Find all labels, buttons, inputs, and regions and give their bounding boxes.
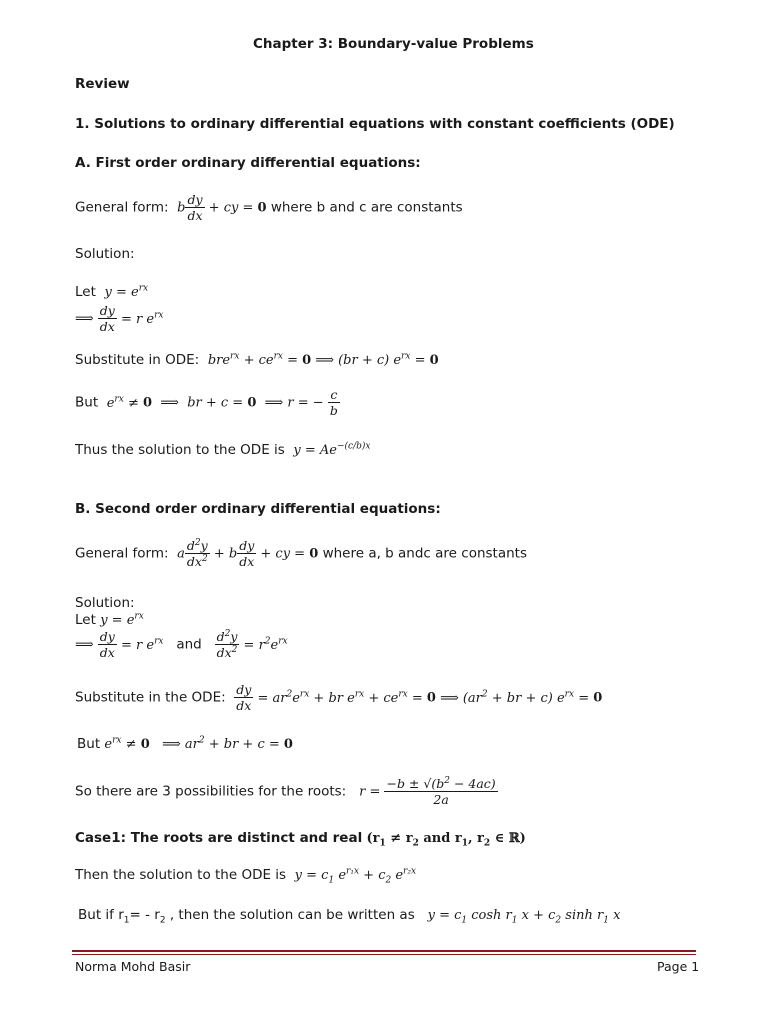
part-b-heading: B. Second order ordinary differential equations: [75, 501, 441, 517]
a-let-line: Let $y = e^{rx}$ [75, 283, 149, 300]
b-possibilities-label: So there are 3 possibilities for the roots: [75, 783, 347, 800]
b-roots-line: So there are 3 possibilities for the roots: r = $\frac{-b \pm √(b^2 - 4ac)}{2a}$ [75, 775, 496, 807]
a-general-suffix: where b and c are constants [270, 199, 463, 216]
b-derivative-line: ⟹ $\frac{dy}{dx}$ = r $e^{rx}$ and $\frac{d^2y}{dx^2}$ = $r^2e^{rx}$ [75, 628, 288, 660]
a-solution-label: Solution: [75, 246, 135, 262]
b-general-label: General form: [75, 545, 169, 562]
a-substitute-line: Substitute in ODE: $bre^{rx} + ce^{rx} = 0$ ⟹ (br + c) $e^{rx} = 0$ [75, 351, 439, 368]
a-substitute-label: Substitute in ODE: [75, 352, 200, 368]
case1-heading-text: Case1: The roots are distinct and real [75, 830, 363, 846]
section-heading: 1. Solutions to ordinary differential equations with constant coefficients (ODE) [75, 116, 675, 132]
b-substitute-line: Substitute in the ODE: $\frac{dy}{dx}$ = $ar^2e^{rx}$ + br $e^{rx} + ce^{rx} = 0$ ⟹ ($ar^2$ + br + c) $e^{rx} = 0$ [75, 682, 603, 713]
b-but-line: But $e^{rx} \ne 0$ ⟹ $ar^2$ + br + c = 0 [77, 735, 293, 752]
a-derivative-line: ⟹ $\frac{dy}{dx}$ = r $e^{rx}$ [75, 303, 164, 334]
footer-author: Norma Mohd Basir [75, 959, 191, 974]
a-thus-label: Thus the solution to the ODE is [75, 442, 285, 458]
a-let-label: Let [75, 284, 96, 300]
part-a-heading: A. First order ordinary differential equations: [75, 155, 421, 171]
a-general-label: General form: [75, 199, 169, 216]
review-heading: Review [75, 76, 130, 92]
b-let-line: Let $y = e^{rx}$ [75, 611, 144, 628]
a-but-line: But $e^{rx} \ne 0$ ⟹ br + c = 0 ⟹ r = − $\frac{c}{b}$ [75, 387, 338, 418]
case1-but-if-label: But if r [78, 907, 124, 923]
b-solution-label: Solution: [75, 595, 135, 611]
b-substitute-label: Substitute in the ODE: [75, 689, 226, 706]
case1-then-label: Then the solution to the ODE is [75, 867, 287, 883]
case1-solution-line: Then the solution to the ODE is $y = c_1$ $e^{r_1x} + c_2$ $e^{r_2x}$ [75, 866, 417, 886]
b-general-suffix: where a, b andc are constants [322, 545, 527, 562]
b-but-label: But [77, 736, 101, 752]
footer-rule-thin [72, 954, 696, 955]
case1-heading: Case1: The roots are distinct and real ($r_1 \ne r_2$ and $r_1$, $r_2$ ∈ ℝ) [75, 830, 526, 849]
b-general-form: General form: a $\frac{d^2y}{dx^2}$ + b $\frac{dy}{dx}$ + cy = 0 where a, b andc are constants [75, 537, 527, 569]
footer-rule [72, 950, 696, 952]
footer-page-number: Page 1 [657, 959, 700, 974]
case1-but-if-suffix: , then the solution can be written as [169, 907, 415, 923]
case1-but-if-line: But if $r_1= - r_2$ , then the solution can be written as $y = c_1$ $\cosh r_1$ $x + c_2$ $\sinh r_1$ x [78, 907, 621, 926]
a-but-label: But [75, 394, 99, 411]
case1-but-if-middle: = - r [129, 907, 160, 923]
b-and-label: and [176, 636, 202, 653]
page-title: Chapter 3: Boundary-value Problems [253, 36, 534, 52]
b-let-label: Let [75, 612, 96, 628]
a-general-form: General form: b $\frac{dy}{dx}$ + cy = 0 where b and c are constants [75, 192, 463, 223]
a-thus-line: Thus the solution to the ODE is $y = Ae^{-(c/b)x}$ [75, 441, 371, 458]
